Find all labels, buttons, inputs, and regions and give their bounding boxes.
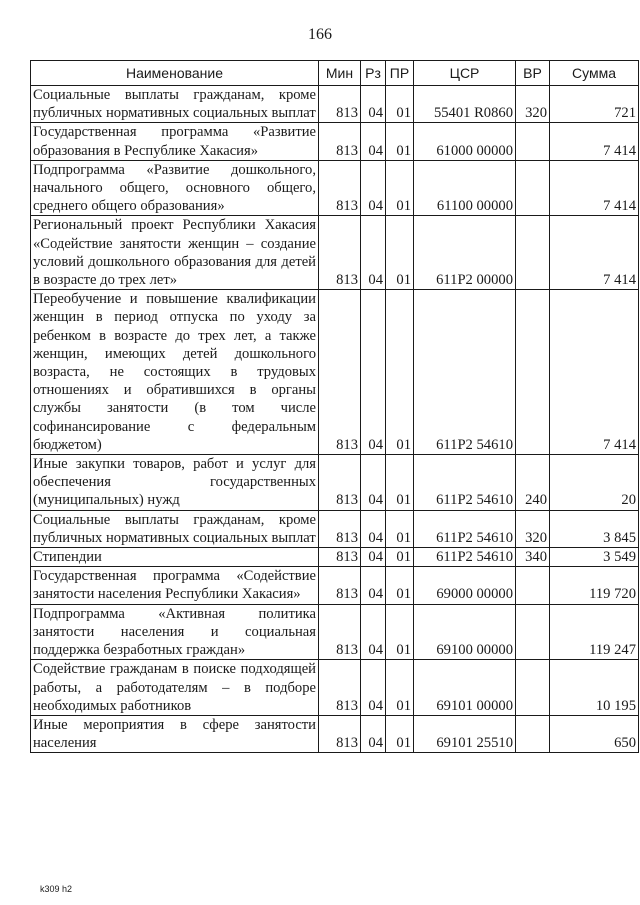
header-min: Мин bbox=[319, 61, 361, 86]
cell-rz: 04 bbox=[361, 123, 386, 160]
table-row bbox=[31, 86, 639, 123]
cell-sum: 3 845 bbox=[550, 510, 639, 547]
cell-name: Иные закупки товаров, работ и услуг для обеспечения государственных (муниципальных) нужд bbox=[31, 455, 319, 511]
cell-vr bbox=[516, 715, 550, 752]
cell-rz: 04 bbox=[361, 604, 386, 660]
cell-vr bbox=[516, 567, 550, 604]
cell-vr bbox=[516, 290, 550, 455]
header-rz: Рз bbox=[361, 61, 386, 86]
cell-sum: 721 bbox=[550, 86, 639, 123]
cell-name: Иные мероприятия в сфере занятости населения bbox=[31, 715, 319, 752]
cell-pr: 01 bbox=[386, 510, 414, 547]
cell-rz: 04 bbox=[361, 216, 386, 290]
cell-name: Стипендии bbox=[31, 548, 319, 567]
header-pr: ПР bbox=[386, 61, 414, 86]
cell-rz: 04 bbox=[361, 290, 386, 455]
cell-min: 813 bbox=[319, 548, 361, 567]
cell-min: 813 bbox=[319, 290, 361, 455]
cell-pr: 01 bbox=[386, 290, 414, 455]
cell-rz: 04 bbox=[361, 455, 386, 511]
cell-csr: 61000 00000 bbox=[414, 123, 516, 160]
table-row bbox=[31, 510, 639, 547]
cell-sum: 650 bbox=[550, 715, 639, 752]
cell-csr: 55401 R0860 bbox=[414, 86, 516, 123]
table-row bbox=[31, 567, 639, 604]
cell-min: 813 bbox=[319, 567, 361, 604]
cell-vr: 320 bbox=[516, 510, 550, 547]
cell-pr: 01 bbox=[386, 660, 414, 716]
cell-csr: 69000 00000 bbox=[414, 567, 516, 604]
cell-sum: 7 414 bbox=[550, 160, 639, 216]
cell-vr bbox=[516, 604, 550, 660]
cell-name: Подпрограмма «Развитие дошкольного, начального общего, основного общего, среднего общего образования» bbox=[31, 160, 319, 216]
cell-rz: 04 bbox=[361, 510, 386, 547]
cell-csr: 611P2 00000 bbox=[414, 216, 516, 290]
table-row bbox=[31, 216, 639, 290]
cell-csr: 69100 00000 bbox=[414, 604, 516, 660]
table-header-row bbox=[31, 61, 639, 86]
cell-min: 813 bbox=[319, 510, 361, 547]
cell-csr: 61100 00000 bbox=[414, 160, 516, 216]
cell-csr: 611P2 54610 bbox=[414, 510, 516, 547]
table-row bbox=[31, 548, 639, 567]
cell-min: 813 bbox=[319, 123, 361, 160]
cell-vr: 340 bbox=[516, 548, 550, 567]
cell-min: 813 bbox=[319, 455, 361, 511]
cell-min: 813 bbox=[319, 160, 361, 216]
cell-name: Подпрограмма «Активная политика занятости населения и социальная поддержка безработных граждан» bbox=[31, 604, 319, 660]
footer-code: k309 h2 bbox=[40, 884, 73, 894]
cell-min: 813 bbox=[319, 86, 361, 123]
table-row bbox=[31, 604, 639, 660]
cell-csr: 611P2 54610 bbox=[414, 548, 516, 567]
cell-name: Социальные выплаты гражданам, кроме публичных нормативных социальных выплат bbox=[31, 86, 319, 123]
cell-name: Государственная программа «Содействие занятости населения Республики Хакасия» bbox=[31, 567, 319, 604]
cell-sum: 3 549 bbox=[550, 548, 639, 567]
budget-table bbox=[30, 60, 639, 753]
cell-pr: 01 bbox=[386, 123, 414, 160]
cell-sum: 119 247 bbox=[550, 604, 639, 660]
cell-rz: 04 bbox=[361, 160, 386, 216]
table-row bbox=[31, 290, 639, 455]
cell-rz: 04 bbox=[361, 567, 386, 604]
table-row bbox=[31, 123, 639, 160]
cell-vr: 320 bbox=[516, 86, 550, 123]
cell-csr: 69101 25510 bbox=[414, 715, 516, 752]
cell-vr bbox=[516, 216, 550, 290]
cell-pr: 01 bbox=[386, 567, 414, 604]
cell-rz: 04 bbox=[361, 86, 386, 123]
cell-rz: 04 bbox=[361, 548, 386, 567]
cell-sum: 7 414 bbox=[550, 123, 639, 160]
cell-name: Региональный проект Республики Хакасия «Содействие занятости женщин – создание условий дошкольного образования для детей в возрасте до трех лет» bbox=[31, 216, 319, 290]
cell-sum: 10 195 bbox=[550, 660, 639, 716]
cell-pr: 01 bbox=[386, 86, 414, 123]
cell-csr: 69101 00000 bbox=[414, 660, 516, 716]
header-csr: ЦСР bbox=[414, 61, 516, 86]
cell-sum: 119 720 bbox=[550, 567, 639, 604]
cell-min: 813 bbox=[319, 660, 361, 716]
cell-pr: 01 bbox=[386, 455, 414, 511]
cell-vr bbox=[516, 123, 550, 160]
cell-rz: 04 bbox=[361, 715, 386, 752]
cell-sum: 20 bbox=[550, 455, 639, 511]
cell-pr: 01 bbox=[386, 216, 414, 290]
cell-min: 813 bbox=[319, 216, 361, 290]
cell-csr: 611P2 54610 bbox=[414, 290, 516, 455]
header-sum: Сумма bbox=[550, 61, 639, 86]
table-row bbox=[31, 160, 639, 216]
table-body bbox=[31, 86, 639, 753]
cell-sum: 7 414 bbox=[550, 290, 639, 455]
table-row bbox=[31, 455, 639, 511]
cell-sum: 7 414 bbox=[550, 216, 639, 290]
cell-csr: 611P2 54610 bbox=[414, 455, 516, 511]
cell-min: 813 bbox=[319, 604, 361, 660]
header-vr: ВР bbox=[516, 61, 550, 86]
cell-vr: 240 bbox=[516, 455, 550, 511]
cell-pr: 01 bbox=[386, 548, 414, 567]
cell-name: Государственная программа «Развитие образования в Республике Хакасия» bbox=[31, 123, 319, 160]
cell-name: Переобучение и повышение квалификации женщин в период отпуска по уходу за ребенком в возрасте до трех лет, а также женщин, имеющих детей дошкольного возраста, не состоящих в трудовых отношениях и обратившихся в органы службы занятости (в том числе софинансирование с федеральным бюджетом) bbox=[31, 290, 319, 455]
cell-pr: 01 bbox=[386, 715, 414, 752]
cell-name: Социальные выплаты гражданам, кроме публичных нормативных социальных выплат bbox=[31, 510, 319, 547]
page-number: 166 bbox=[308, 26, 332, 43]
cell-rz: 04 bbox=[361, 660, 386, 716]
header-name: Наименование bbox=[31, 61, 319, 86]
table-row bbox=[31, 660, 639, 716]
table-row bbox=[31, 715, 639, 752]
cell-vr bbox=[516, 660, 550, 716]
cell-pr: 01 bbox=[386, 160, 414, 216]
cell-vr bbox=[516, 160, 550, 216]
cell-min: 813 bbox=[319, 715, 361, 752]
cell-name: Содействие гражданам в поиске подходящей работы, а работодателям – в подборе необходимых работников bbox=[31, 660, 319, 716]
cell-pr: 01 bbox=[386, 604, 414, 660]
